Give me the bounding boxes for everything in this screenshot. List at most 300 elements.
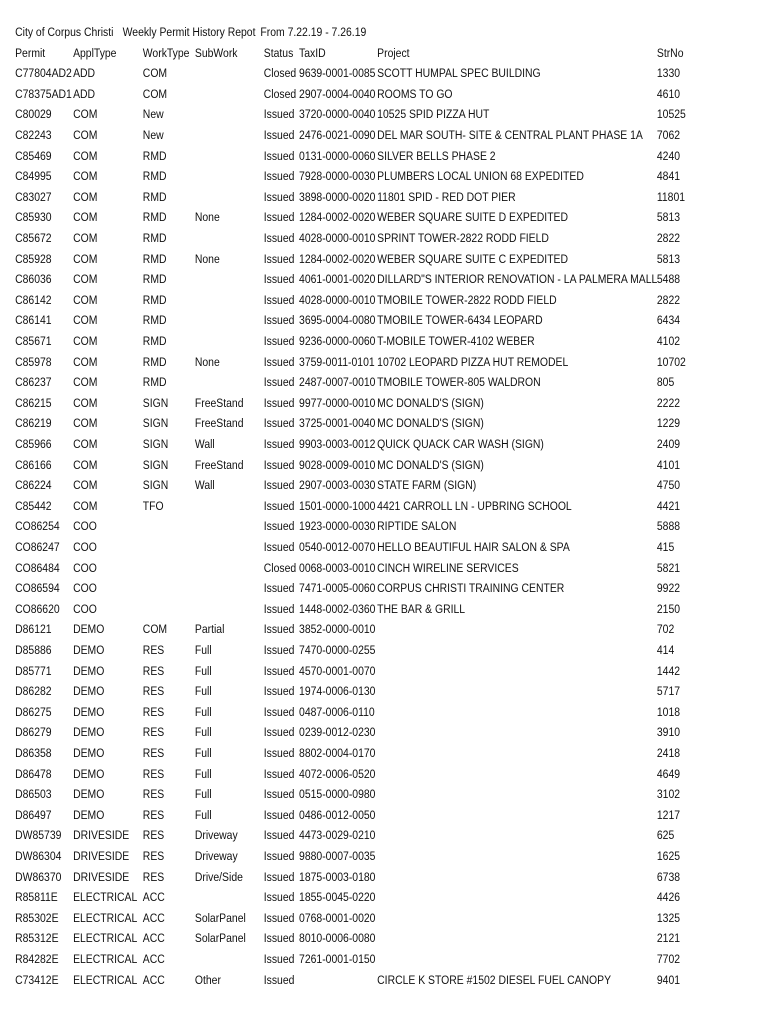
- table-row: [0, 681, 681, 702]
- table-row: [0, 805, 681, 826]
- column-header-row: [0, 43, 684, 64]
- cell-tax-id: 0486-0012-0050: [299, 807, 376, 822]
- cell-status: Issued: [263, 457, 295, 472]
- cell-permit: C85930: [15, 210, 52, 225]
- cell-status: Issued: [263, 128, 295, 142]
- cell-str-no: 4240: [656, 148, 681, 163]
- cell-work-type: SIGN: [142, 395, 169, 410]
- date-range: From 7.22.19 - 7.26.19: [260, 25, 367, 39]
- cell-appl-type: COM: [73, 313, 98, 328]
- table-row: [0, 434, 681, 455]
- table-row: [0, 372, 675, 393]
- cell-appl-type: COO: [73, 540, 97, 554]
- cell-work-type: RMD: [142, 272, 167, 287]
- cell-appl-type: COM: [73, 334, 98, 348]
- table-row: [0, 393, 681, 414]
- cell-str-no: 5488: [656, 272, 681, 287]
- cell-str-no: 4102: [656, 334, 681, 348]
- cell-permit: D86478: [15, 766, 52, 781]
- cell-sub-work: Full: [194, 746, 212, 760]
- col-header-work-type: WorkType: [142, 45, 190, 60]
- cell-permit: C85671: [15, 334, 52, 348]
- cell-appl-type: COO: [73, 581, 97, 596]
- cell-appl-type: COM: [73, 292, 98, 307]
- cell-status: Issued: [263, 601, 295, 616]
- cell-project: 10525 SPID PIZZA HUT: [377, 107, 490, 122]
- cell-status: Issued: [263, 828, 295, 843]
- cell-work-type: RMD: [142, 148, 167, 163]
- table-row: [0, 743, 681, 764]
- cell-work-type: RMD: [142, 231, 167, 245]
- cell-tax-id: 2907-0004-0040: [299, 86, 376, 101]
- table-row: [0, 640, 675, 661]
- cell-sub-work: Full: [194, 787, 212, 802]
- cell-appl-type: DEMO: [73, 725, 105, 740]
- cell-permit: C86036: [15, 272, 52, 287]
- cell-tax-id: 4028-0000-0010: [299, 231, 376, 245]
- table-row: [0, 928, 681, 949]
- cell-str-no: 5717: [656, 684, 681, 699]
- cell-appl-type: ADD: [73, 66, 96, 81]
- table-row: [0, 310, 681, 331]
- cell-tax-id: 1875-0003-0180: [299, 869, 376, 884]
- cell-project: SILVER BELLS PHASE 2: [377, 148, 496, 163]
- cell-status: Issued: [263, 437, 295, 451]
- cell-permit: C82243: [15, 128, 52, 142]
- cell-permit: C86141: [15, 313, 52, 328]
- cell-str-no: 4610: [656, 86, 681, 101]
- cell-sub-work: SolarPanel: [194, 931, 246, 946]
- cell-str-no: 1217: [656, 807, 681, 822]
- cell-permit: C86224: [15, 478, 52, 493]
- cell-work-type: RES: [142, 807, 165, 822]
- report-title: Weekly Permit History Repot: [122, 25, 256, 39]
- cell-project: WEBER SQUARE SUITE C EXPEDITED: [377, 251, 569, 266]
- cell-sub-work: Drive/Side: [194, 869, 243, 884]
- cell-tax-id: 4061-0001-0020: [299, 272, 376, 287]
- cell-tax-id: 4028-0000-0010: [299, 292, 376, 307]
- cell-str-no: 7062: [656, 128, 681, 142]
- cell-work-type: RMD: [142, 334, 167, 348]
- cell-status: Issued: [263, 169, 295, 184]
- cell-permit: C85469: [15, 148, 52, 163]
- cell-project: QUICK QUACK CAR WASH (SIGN): [377, 437, 544, 451]
- cell-str-no: 10525: [656, 107, 686, 122]
- cell-work-type: New: [142, 128, 164, 142]
- cell-status: Issued: [263, 910, 295, 925]
- cell-tax-id: 9028-0009-0010: [299, 457, 376, 472]
- cell-appl-type: COM: [73, 498, 98, 513]
- table-row: [0, 619, 675, 640]
- cell-str-no: 805: [656, 375, 675, 390]
- cell-permit: D86358: [15, 746, 52, 760]
- cell-str-no: 625: [656, 828, 675, 843]
- cell-project: STATE FARM (SIGN): [377, 478, 477, 493]
- cell-str-no: 2222: [656, 395, 681, 410]
- cell-str-no: 4649: [656, 766, 681, 781]
- cell-project: MC DONALD'S (SIGN): [377, 395, 484, 410]
- cell-project: 4421 CARROLL LN - UPBRING SCHOOL: [377, 498, 572, 513]
- cell-permit: C85978: [15, 354, 52, 369]
- cell-status: Issued: [263, 725, 295, 740]
- cell-status: Issued: [263, 766, 295, 781]
- cell-project: T-MOBILE TOWER-4102 WEBER: [377, 334, 535, 348]
- cell-project: PLUMBERS LOCAL UNION 68 EXPEDITED: [377, 169, 584, 184]
- cell-appl-type: DEMO: [73, 684, 105, 699]
- col-header-project: Project: [377, 45, 410, 60]
- cell-appl-type: COO: [73, 560, 97, 575]
- cell-permit: C85966: [15, 437, 52, 451]
- col-header-str-no: StrNo: [656, 45, 684, 60]
- cell-appl-type: COO: [73, 601, 97, 616]
- cell-appl-type: DRIVESIDE: [73, 869, 130, 884]
- cell-tax-id: 9236-0000-0060: [299, 334, 376, 348]
- cell-appl-type: COM: [73, 169, 98, 184]
- cell-work-type: RMD: [142, 292, 167, 307]
- cell-permit: C85442: [15, 498, 52, 513]
- cell-appl-type: COM: [73, 189, 98, 204]
- cell-project: WEBER SQUARE SUITE D EXPEDITED: [377, 210, 569, 225]
- cell-permit: D86282: [15, 684, 52, 699]
- cell-sub-work: SolarPanel: [194, 910, 246, 925]
- table-row: [0, 516, 681, 537]
- cell-status: Issued: [263, 416, 295, 431]
- cell-status: Issued: [263, 251, 295, 266]
- cell-str-no: 5813: [656, 210, 681, 225]
- table-row: [0, 331, 681, 352]
- cell-sub-work: Full: [194, 766, 212, 781]
- cell-str-no: 4426: [656, 890, 681, 905]
- cell-permit: D86121: [15, 622, 52, 637]
- table-row: [0, 125, 681, 146]
- cell-tax-id: 8010-0006-0080: [299, 931, 376, 946]
- cell-sub-work: Full: [194, 684, 212, 699]
- cell-work-type: RES: [142, 643, 165, 657]
- cell-permit: D86497: [15, 807, 52, 822]
- cell-permit: DW86370: [15, 869, 62, 884]
- cell-tax-id: 2487-0007-0010: [299, 375, 376, 390]
- cell-str-no: 2822: [656, 231, 681, 245]
- cell-permit: C86215: [15, 395, 52, 410]
- table-row: [0, 187, 686, 208]
- cell-tax-id: 9977-0000-0010: [299, 395, 376, 410]
- table-row: [0, 475, 681, 496]
- cell-status: Issued: [263, 478, 295, 493]
- cell-tax-id: 7261-0001-0150: [299, 952, 376, 966]
- cell-tax-id: 7470-0000-0255: [299, 643, 376, 657]
- cell-sub-work: None: [194, 354, 220, 369]
- table-row: [0, 867, 681, 888]
- cell-appl-type: COM: [73, 457, 98, 472]
- col-header-permit: Permit: [15, 45, 46, 60]
- cell-status: Issued: [263, 107, 295, 122]
- cell-permit: C86219: [15, 416, 52, 431]
- cell-permit: D85771: [15, 663, 52, 678]
- cell-appl-type: ELECTRICAL: [73, 890, 138, 905]
- col-header-tax-id: TaxID: [299, 45, 326, 60]
- cell-tax-id: 0487-0006-0110: [299, 704, 375, 719]
- cell-work-type: COM: [142, 66, 168, 81]
- cell-str-no: 415: [656, 540, 675, 554]
- cell-appl-type: COM: [73, 128, 98, 142]
- table-row: [0, 228, 681, 249]
- cell-tax-id: 1855-0045-0220: [299, 890, 376, 905]
- cell-project: MC DONALD'S (SIGN): [377, 416, 484, 431]
- table-row: [0, 599, 681, 620]
- cell-permit: DW85739: [15, 828, 62, 843]
- cell-str-no: 1625: [656, 849, 681, 863]
- cell-appl-type: ELECTRICAL: [73, 910, 138, 925]
- cell-status: Issued: [263, 395, 295, 410]
- cell-status: Issued: [263, 231, 295, 245]
- cell-sub-work: Full: [194, 643, 212, 657]
- cell-project: TMOBILE TOWER-805 WALDRON: [377, 375, 541, 390]
- cell-sub-work: FreeStand: [194, 416, 244, 431]
- table-row: [0, 784, 681, 805]
- cell-sub-work: Full: [194, 663, 212, 678]
- cell-work-type: RMD: [142, 354, 167, 369]
- cell-work-type: COM: [142, 622, 168, 637]
- cell-status: Issued: [263, 272, 295, 287]
- cell-work-type: RES: [142, 787, 165, 802]
- cell-status: Issued: [263, 643, 295, 657]
- table-row: [0, 249, 681, 270]
- cell-appl-type: COM: [73, 148, 98, 163]
- cell-status: Issued: [263, 684, 295, 699]
- cell-tax-id: 1923-0000-0030: [299, 519, 376, 534]
- cell-sub-work: None: [194, 210, 220, 225]
- cell-permit: C73412E: [15, 972, 59, 987]
- cell-status: Issued: [263, 952, 295, 966]
- cell-tax-id: 3695-0004-0080: [299, 313, 376, 328]
- cell-status: Issued: [263, 210, 295, 225]
- cell-status: Issued: [263, 890, 295, 905]
- cell-work-type: SIGN: [142, 437, 169, 451]
- cell-status: Issued: [263, 292, 295, 307]
- cell-permit: DW86304: [15, 849, 62, 863]
- table-row: [0, 496, 681, 517]
- cell-work-type: RES: [142, 663, 165, 678]
- cell-sub-work: Full: [194, 704, 212, 719]
- cell-work-type: COM: [142, 86, 168, 101]
- cell-work-type: ACC: [142, 972, 165, 987]
- cell-appl-type: DEMO: [73, 643, 105, 657]
- cell-str-no: 2409: [656, 437, 681, 451]
- table-row: [0, 702, 681, 723]
- cell-tax-id: 3852-0000-0010: [299, 622, 376, 637]
- cell-status: Closed: [263, 560, 297, 575]
- cell-tax-id: 7471-0005-0060: [299, 581, 376, 596]
- cell-status: Issued: [263, 869, 295, 884]
- cell-tax-id: 2907-0003-0030: [299, 478, 376, 493]
- table-row: [0, 413, 681, 434]
- table-row: [0, 949, 681, 970]
- cell-status: Closed: [263, 86, 297, 101]
- cell-appl-type: ELECTRICAL: [73, 931, 138, 946]
- cell-work-type: ACC: [142, 890, 165, 905]
- cell-work-type: RMD: [142, 375, 167, 390]
- table-row: [0, 970, 681, 991]
- cell-tax-id: 7928-0000-0030: [299, 169, 376, 184]
- table-row: [0, 722, 681, 743]
- cell-work-type: New: [142, 107, 164, 122]
- cell-work-type: RES: [142, 684, 165, 699]
- cell-tax-id: 0768-0001-0020: [299, 910, 376, 925]
- cell-tax-id: 0239-0012-0230: [299, 725, 376, 740]
- col-header-status: Status: [263, 45, 294, 60]
- cell-appl-type: DEMO: [73, 663, 105, 678]
- cell-work-type: RMD: [142, 169, 167, 184]
- cell-appl-type: DEMO: [73, 787, 105, 802]
- cell-sub-work: FreeStand: [194, 395, 244, 410]
- cell-permit: D85886: [15, 643, 52, 657]
- cell-appl-type: COM: [73, 395, 98, 410]
- cell-str-no: 2150: [656, 601, 681, 616]
- cell-project: SCOTT HUMPAL SPEC BUILDING: [377, 66, 541, 81]
- cell-tax-id: 0068-0003-0010: [299, 560, 376, 575]
- cell-project: DEL MAR SOUTH- SITE & CENTRAL PLANT PHASE 1A: [377, 128, 643, 142]
- cell-tax-id: 8802-0004-0170: [299, 746, 376, 760]
- cell-str-no: 4101: [656, 457, 681, 472]
- cell-str-no: 2418: [656, 746, 681, 760]
- cell-sub-work: Wall: [194, 437, 215, 451]
- cell-permit: D86503: [15, 787, 52, 802]
- cell-str-no: 1325: [656, 910, 681, 925]
- cell-str-no: 10702: [656, 354, 686, 369]
- cell-permit: CO86247: [15, 540, 60, 554]
- cell-status: Closed: [263, 66, 297, 81]
- cell-appl-type: COM: [73, 231, 98, 245]
- cell-tax-id: 1448-0002-0360: [299, 601, 376, 616]
- cell-tax-id: 2476-0021-0090: [299, 128, 376, 142]
- cell-appl-type: ADD: [73, 86, 96, 101]
- cell-work-type: SIGN: [142, 416, 169, 431]
- cell-str-no: 7702: [656, 952, 681, 966]
- table-row: [0, 825, 675, 846]
- cell-status: Issued: [263, 540, 295, 554]
- cell-appl-type: COO: [73, 519, 97, 534]
- cell-str-no: 702: [656, 622, 675, 637]
- cell-status: Issued: [263, 787, 295, 802]
- cell-status: Issued: [263, 581, 295, 596]
- table-row: [0, 146, 681, 167]
- cell-permit: CO86594: [15, 581, 60, 596]
- table-row: [0, 352, 686, 373]
- cell-permit: C86142: [15, 292, 52, 307]
- cell-project: DILLARD"S INTERIOR RENOVATION - LA PALMERA MALL: [377, 272, 658, 287]
- table-row: [0, 661, 681, 682]
- cell-project: THE BAR & GRILL: [377, 601, 466, 616]
- cell-appl-type: COM: [73, 437, 98, 451]
- cell-permit: D86275: [15, 704, 52, 719]
- cell-appl-type: DEMO: [73, 704, 105, 719]
- table-row: [0, 269, 681, 290]
- cell-tax-id: 4473-0029-0210: [299, 828, 376, 843]
- cell-str-no: 3910: [656, 725, 681, 740]
- cell-str-no: 1229: [656, 416, 681, 431]
- cell-project: 11801 SPID - RED DOT PIER: [377, 189, 516, 204]
- cell-work-type: SIGN: [142, 478, 169, 493]
- cell-tax-id: 9903-0003-0012: [299, 437, 376, 451]
- cell-work-type: RMD: [142, 313, 167, 328]
- cell-str-no: 5821: [656, 560, 681, 575]
- cell-project: SPRINT TOWER-2822 RODD FIELD: [377, 231, 549, 245]
- cell-project: TMOBILE TOWER-6434 LEOPARD: [377, 313, 543, 328]
- cell-permit: C85928: [15, 251, 52, 266]
- table-row: [0, 84, 681, 105]
- table-row: [0, 63, 681, 84]
- cell-str-no: 6434: [656, 313, 681, 328]
- cell-status: Issued: [263, 334, 295, 348]
- cell-tax-id: 0515-0000-0980: [299, 787, 376, 802]
- table-row: [0, 290, 681, 311]
- table-row: [0, 558, 681, 579]
- cell-str-no: 1018: [656, 704, 681, 719]
- cell-permit: C85672: [15, 231, 52, 245]
- cell-work-type: ACC: [142, 931, 165, 946]
- cell-work-type: RES: [142, 869, 165, 884]
- cell-str-no: 2121: [656, 931, 681, 946]
- cell-appl-type: COM: [73, 272, 98, 287]
- cell-tax-id: 1974-0006-0130: [299, 684, 376, 699]
- cell-status: Issued: [263, 622, 295, 637]
- cell-status: Issued: [263, 375, 295, 390]
- cell-status: Issued: [263, 704, 295, 719]
- cell-project: 10702 LEOPARD PIZZA HUT REMODEL: [377, 354, 569, 369]
- cell-project: CIRCLE K STORE #1502 DIESEL FUEL CANOPY: [377, 972, 612, 987]
- table-row: [0, 104, 686, 125]
- table-row: [0, 908, 681, 929]
- cell-permit: C80029: [15, 107, 52, 122]
- cell-appl-type: COM: [73, 107, 98, 122]
- cell-tax-id: 9639-0001-0085: [299, 66, 376, 81]
- cell-str-no: 1330: [656, 66, 681, 81]
- table-row: [0, 578, 681, 599]
- cell-tax-id: 0131-0000-0060: [299, 148, 376, 163]
- cell-appl-type: DEMO: [73, 766, 105, 781]
- cell-status: Issued: [263, 972, 295, 987]
- cell-tax-id: 0540-0012-0070: [299, 540, 376, 554]
- cell-status: Issued: [263, 849, 295, 863]
- cell-appl-type: ELECTRICAL: [73, 972, 138, 987]
- cell-sub-work: Driveway: [194, 828, 238, 843]
- cell-appl-type: COM: [73, 375, 98, 390]
- cell-appl-type: DRIVESIDE: [73, 849, 130, 863]
- table-row: [0, 846, 681, 867]
- cell-str-no: 6738: [656, 869, 681, 884]
- cell-permit: C84995: [15, 169, 52, 184]
- col-header-appl-type: ApplType: [73, 45, 117, 60]
- cell-status: Issued: [263, 807, 295, 822]
- cell-status: Issued: [263, 663, 295, 678]
- cell-tax-id: 1284-0002-0020: [299, 210, 376, 225]
- cell-appl-type: COM: [73, 210, 98, 225]
- cell-str-no: 9922: [656, 581, 681, 596]
- cell-work-type: RES: [142, 725, 165, 740]
- cell-sub-work: Driveway: [194, 849, 238, 863]
- cell-tax-id: 9880-0007-0035: [299, 849, 376, 863]
- cell-tax-id: 3759-0011-0101: [299, 354, 375, 369]
- cell-work-type: RMD: [142, 251, 167, 266]
- cell-str-no: 4841: [656, 169, 681, 184]
- cell-tax-id: 3725-0001-0040: [299, 416, 376, 431]
- cell-work-type: RES: [142, 704, 165, 719]
- cell-sub-work: Full: [194, 807, 212, 822]
- cell-appl-type: DEMO: [73, 807, 105, 822]
- cell-sub-work: None: [194, 251, 220, 266]
- cell-permit: CO86484: [15, 560, 60, 575]
- cell-appl-type: COM: [73, 354, 98, 369]
